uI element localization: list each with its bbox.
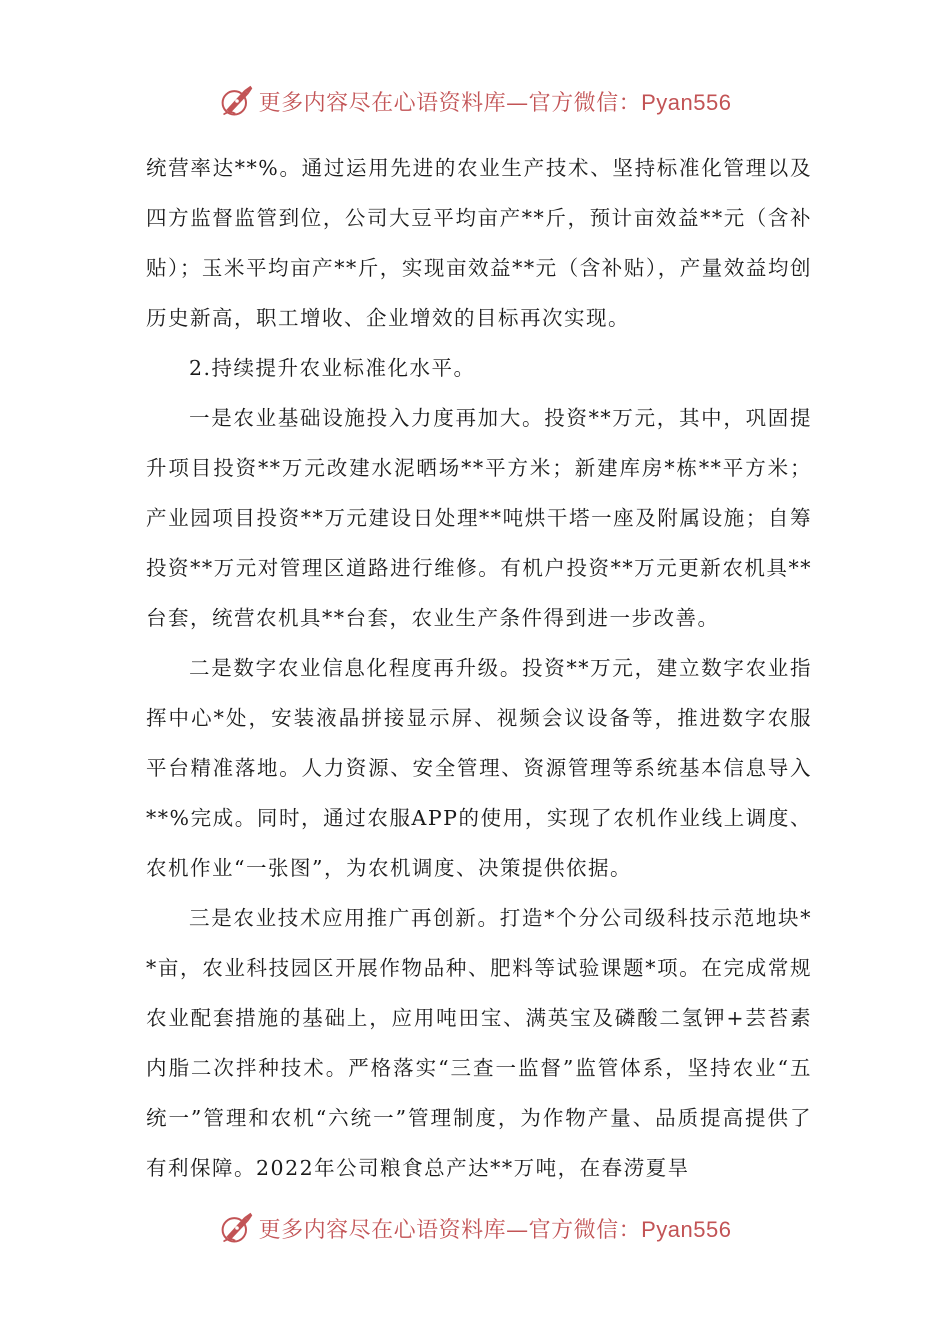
section-heading: 2.持续提升农业标准化水平。 <box>189 356 476 380</box>
paragraph-1: 统营率达**%。通过运用先进的农业生产技术、坚持标准化管理以及四方监督监管到位，公司大豆平均亩产**斤，预计亩效益**元（含补贴）；玉米平均亩产**斤，实现亩效益**元（含补贴），产量效益均创历史新高，职工增收、企业增效的目标再次实现。 <box>146 156 812 330</box>
pen-nib-logo-icon <box>219 83 255 119</box>
footer-banner-text: 更多内容尽在心语资料库—官方微信：Pyan556 <box>258 1216 732 1243</box>
footer-banner <box>0 1206 950 1250</box>
paragraph-digital-agriculture: 二是数字农业信息化程度再升级。投资**万元，建立数字农业指挥中心*处，安装液晶拼接显示屏、视频会议设备等，推进数字农服平台精准落地。人力资源、安全管理、资源管理等系统基本信息导入**%完成。同时，通过农服APP的使用，实现了农机作业线上调度、农机作业“一张图”，为农机调度、决策提供依据。 <box>146 656 812 880</box>
document-body <box>146 143 812 1193</box>
header-banner-text: 更多内容尽在心语资料库—官方微信：Pyan556 <box>258 89 732 116</box>
footer-wechat-id: Pyan556 <box>641 1216 732 1242</box>
paragraph-technology-promotion: 三是农业技术应用推广再创新。打造*个分公司级科技示范地块**亩，农业科技园区开展作物品种、肥料等试验课题*项。在完成常规农业配套措施的基础上，应用吨田宝、满英宝及磷酸二氢钾+芸苔素内脂二次拌种技术。严格落实“三查一监督”监管体系，坚持农业“五统一”管理和农机“六统一”管理制度，为作物产量、品质提高提供了有利保障。2022年公司粮食总产达**万吨，在春涝夏旱 <box>146 906 812 1180</box>
header-banner <box>0 79 950 123</box>
header-wechat-id: Pyan556 <box>641 89 732 115</box>
pen-nib-logo-icon <box>219 1210 255 1246</box>
paragraph-infrastructure: 一是农业基础设施投入力度再加大。投资**万元，其中，巩固提升项目投资**万元改建水泥晒场**平方米；新建库房*栋**平方米；产业园项目投资**万元建设日处理**吨烘干塔一座及附属设施；自筹投资**万元对管理区道路进行维修。有机户投资**万元更新农机具**台套，统营农机具**台套，农业生产条件得到进一步改善。 <box>146 406 812 630</box>
